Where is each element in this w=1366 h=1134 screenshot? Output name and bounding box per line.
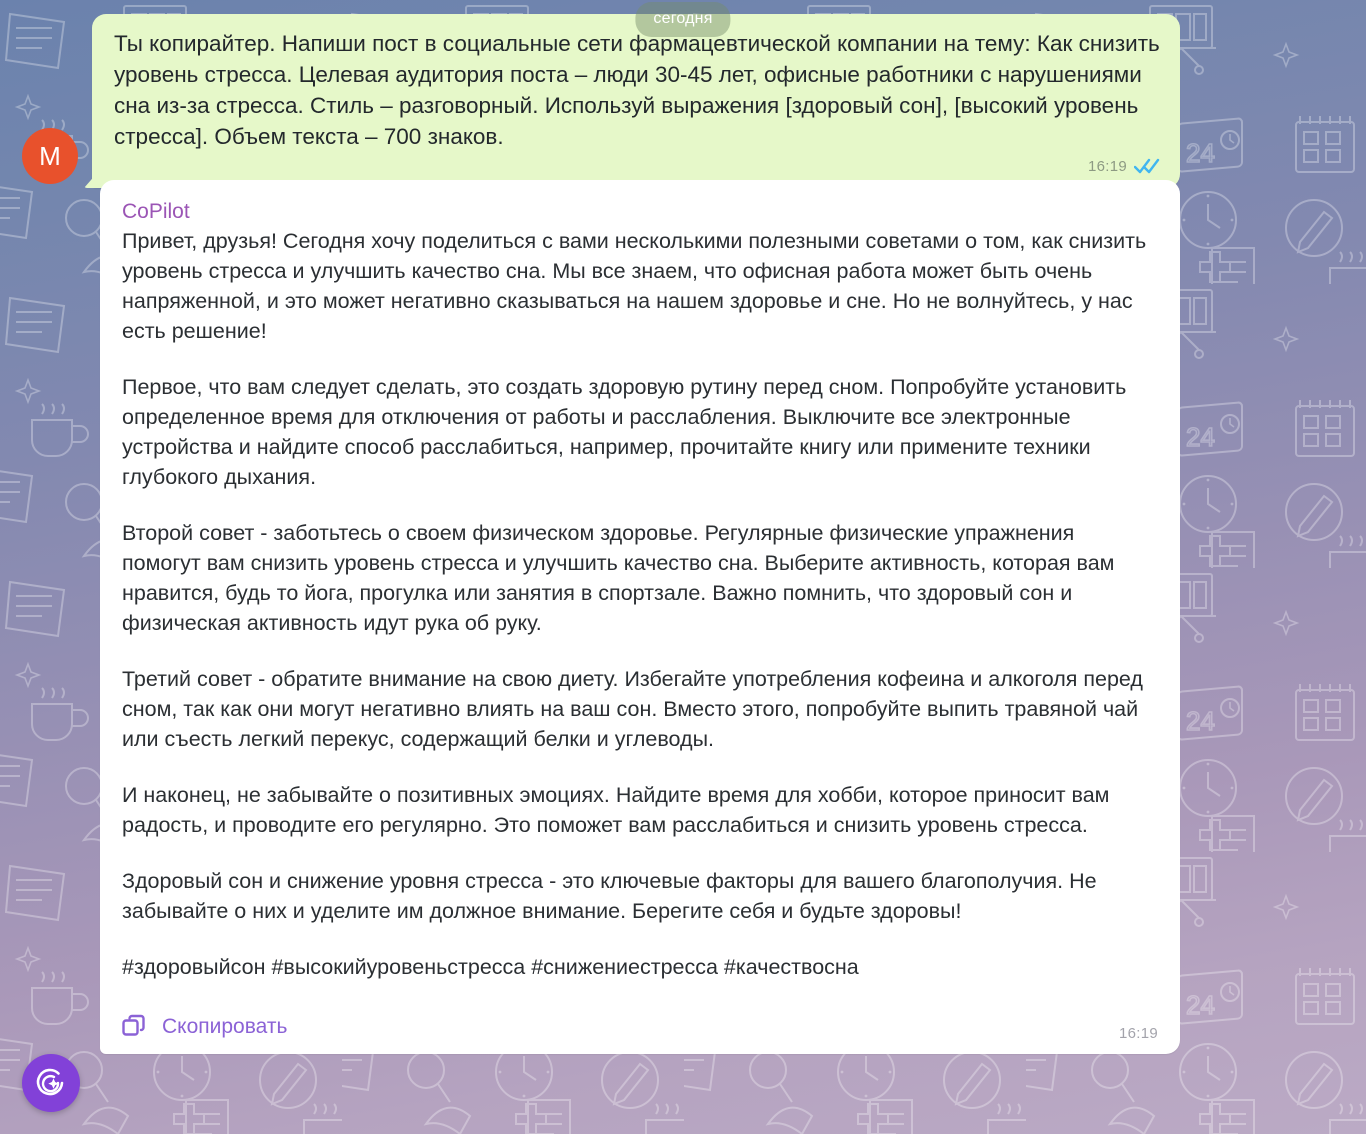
copilot-sparkle-icon [34,1066,68,1100]
chat-wallpaper: 24 [0,0,1366,1134]
incoming-timestamp: 16:19 [1118,1025,1158,1042]
avatar: M [22,128,78,184]
outgoing-bubble[interactable] [92,14,1180,188]
outgoing-timestamp: 16:19 [1087,157,1127,175]
hashtags-line: #здоровыйсон #высокийуровеньстресса #снижениестресса #качествосна [122,955,859,979]
paragraph: Привет, друзья! Сегодня хочу поделиться с вами несколькими полезными советами о том, как снизить уровень стресса и улучшить качество сна. Мы все знаем, что офисная работа может быть очень напряженной, и это может негативно сказываться на нашем здоровье и сне. Но не волнуйтесь, у нас есть решение! [122,229,1147,343]
paragraph: Первое, что вам следует сделать, это создать здоровую рутину перед сном. Попробуйте установить определенное время для отключения от работы и расслабления. Выключите все электронные устройства и найдите способ расслабиться, например, прочитайте книгу или примените техники глубокого дыхания. [122,375,1127,489]
sender-name: CoPilot [122,200,190,223]
copy-button[interactable] [122,1006,287,1046]
paragraph: И наконец, не забывайте о позитивных эмоциях. Найдите время для хобби, которое приносит вам радость, и проводите его регулярно. Это поможет вам расслабиться и снизить уровень стресса. [122,783,1110,837]
paragraph: Здоровый сон и снижение уровня стресса - это ключевые факторы для вашего благополучия. Не забывайте о них и уделите им должное внимание. Берегите себя и будьте здоровы! [122,869,1097,923]
outgoing-meta [114,154,1160,178]
incoming-message-body [122,226,1158,982]
copy-icon [122,1013,148,1039]
date-divider-badge: сегодня [635,2,730,37]
double-check-icon [1134,158,1160,174]
incoming-bubble[interactable] [100,180,1180,1054]
paragraph: Второй совет - заботьтесь о своем физическом здоровье. Регулярные физические упражнения помогут вам снизить уровень стресса и улучшить качество сна. Выберите активность, которая вам нравится, будь то йога, прогулка или занятия в спортзале. Важно помнить, что здоровый сон и физическая активность идут рука об руку. [122,521,1115,635]
copilot-fab-button[interactable] [22,1054,80,1112]
paragraph: Третий совет - обратите внимание на свою диету. Избегайте употребления кофеина и алкоголя перед сном, так как они могут негативно влиять на ваш сон. Вместо этого, попробуйте выпить травяной чай или съесть легкий перекус, содержащий белки и углеводы. [122,667,1143,751]
outgoing-message-text: Ты копирайтер. Напиши пост в социальные сети фармацевтической компании на тему: Как снизить уровень стресса. Целевая аудитория поста – люди 30-45 лет, офисные работники с нарушениями сна из-за стресса. Стиль – разговорный. Используй выражения [здоровый сон], [высокий уровень стресса]. Объем текста – 700 знаков. [114,31,1167,149]
copy-button-label: Скопировать [162,1014,288,1038]
outgoing-message [0,14,1366,188]
